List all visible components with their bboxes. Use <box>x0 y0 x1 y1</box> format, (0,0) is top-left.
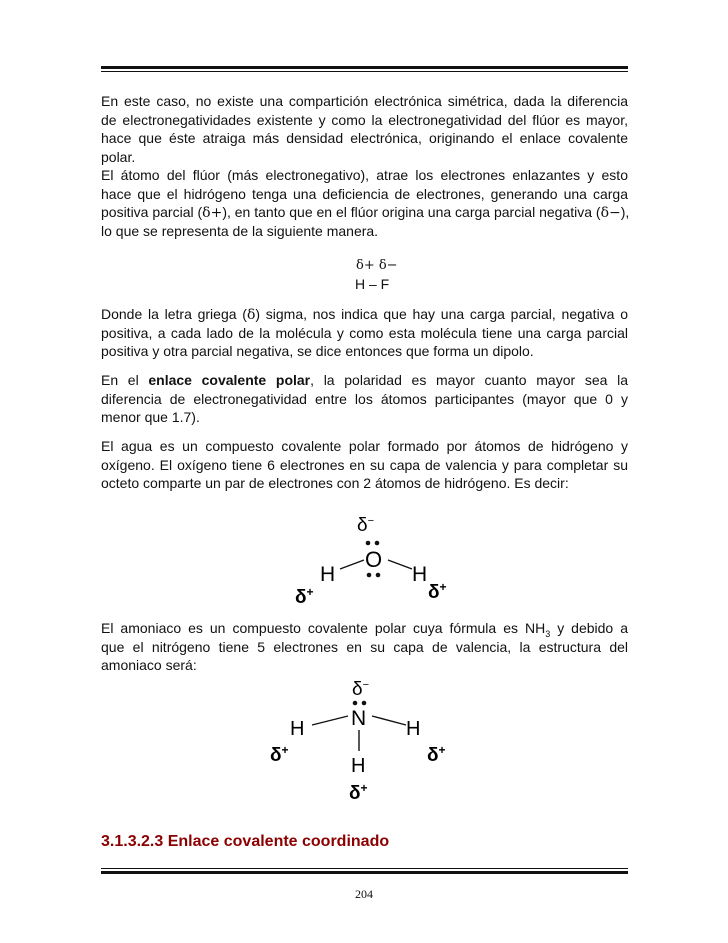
text-line: El amoniaco es un compuesto covalente polar cuya fórmula es $NH_3$ y debido a <box>101 620 628 639</box>
paragraph-1 <box>101 92 628 167</box>
lone-pair-dot <box>362 701 367 706</box>
text-line: hace que éste atraiga más densidad electrónica, originando el enlace covalente <box>101 130 628 147</box>
ammonia-right-bond <box>372 716 406 725</box>
water-left-bond <box>340 560 364 569</box>
water-molecule-diagram <box>280 505 460 610</box>
lone-pair-dot <box>367 573 372 578</box>
text-line: oxígeno. El oxígeno tiene 6 electrones en su capa de valencia y para completar su <box>101 456 628 473</box>
paragraph-3 <box>101 305 628 361</box>
water-oxygen: O <box>365 547 383 572</box>
ammonia-right-charge: δ+ <box>427 743 446 766</box>
water-right-charge: δ+ <box>428 580 447 603</box>
delta-symbol: δ <box>246 307 256 323</box>
lone-pair-dot <box>376 573 381 578</box>
paragraph-4 <box>101 371 628 427</box>
ammonia-left-charge: δ+ <box>270 743 289 766</box>
text-line: Donde la letra griega (δ) sigma, nos indica que hay una carga parcial, negativa o <box>101 306 628 323</box>
text-line: positiva parcial (δ+), en tanto que en el flúor origina una carga parcial negativa (δ−), <box>101 204 630 222</box>
ammonia-left-hydrogen: H <box>290 718 305 740</box>
lone-pair-dot <box>366 541 371 546</box>
bottom-rule <box>101 868 628 874</box>
text-line: El átomo del flúor (más electronegativo), atrae los electrones enlazantes y esto <box>101 167 628 183</box>
ammonia-nitrogen: N <box>351 707 367 730</box>
lone-pair-dot <box>353 701 358 706</box>
water-left-charge: δ+ <box>295 585 314 608</box>
ammonia-molecule-diagram <box>262 672 462 807</box>
ammonia-left-bond <box>312 716 348 725</box>
water-right-bond <box>388 560 412 569</box>
text-line: de electronegatividades existente y como la electronegatividad del flúor es mayor, <box>101 111 628 128</box>
ammonia-bottom-hydrogen: H <box>351 755 366 777</box>
paragraph-2 <box>101 166 628 241</box>
water-top-charge: δ− <box>357 515 375 536</box>
ammonia-top-charge: δ− <box>352 679 370 700</box>
hf-charges: δ+ δ− <box>356 258 398 273</box>
water-right-hydrogen: H <box>412 563 428 586</box>
text-line: diferencia de electronegatividad entre los átomos participantes (mayor que 0 y <box>101 390 628 407</box>
text-line: positiva, a cada lado de la molécula y como esta molécula tiene una carga parcial <box>101 324 628 341</box>
text-line: hace que el hidrógeno tenga una deficiencia de electrones, generando una carga <box>101 185 628 202</box>
text-line: que el nitrógeno tiene 5 electrones en su capa de valencia, la estructura del <box>101 638 628 655</box>
text-line: positiva y otra parcial negativa, se dice entonces que forma un dipolo. <box>101 343 534 360</box>
hf-formula: H – F <box>355 276 390 292</box>
text-line: menor que 1.7). <box>101 409 200 426</box>
ammonia-right-hydrogen: H <box>406 718 421 740</box>
delta-minus-symbol: δ− <box>600 205 621 222</box>
water-left-hydrogen: H <box>320 563 336 586</box>
paragraph-6 <box>101 619 628 675</box>
text-line: amoniaco será: <box>101 657 197 674</box>
paragraph-5 <box>101 437 628 493</box>
text-line: lo que se representa de la siguiente manera. <box>101 223 379 240</box>
text-line: El agua es un compuesto covalente polar formado por átomos de hidrógeno y <box>101 438 628 454</box>
text-line: En el enlace covalente polar, la polaridad es mayor cuanto mayor sea la <box>101 372 628 388</box>
top-rule <box>101 66 628 72</box>
text-line: polar. <box>101 149 136 166</box>
text-line: octeto comparte un par de electrones con 2 átomos de hidrógeno. Es decir: <box>101 475 569 492</box>
ammonia-bottom-charge: δ+ <box>349 781 368 804</box>
lone-pair-dot <box>375 541 380 546</box>
text-line: En este caso, no existe una compartición electrónica simétrica, dada la diferencia <box>101 93 628 109</box>
bold-term: enlace covalente polar <box>148 372 311 388</box>
section-heading: 3.1.3.2.3 Enlace covalente coordinado <box>101 833 390 850</box>
delta-plus-symbol: δ+ <box>202 205 223 222</box>
page-number: 204 <box>355 887 373 901</box>
